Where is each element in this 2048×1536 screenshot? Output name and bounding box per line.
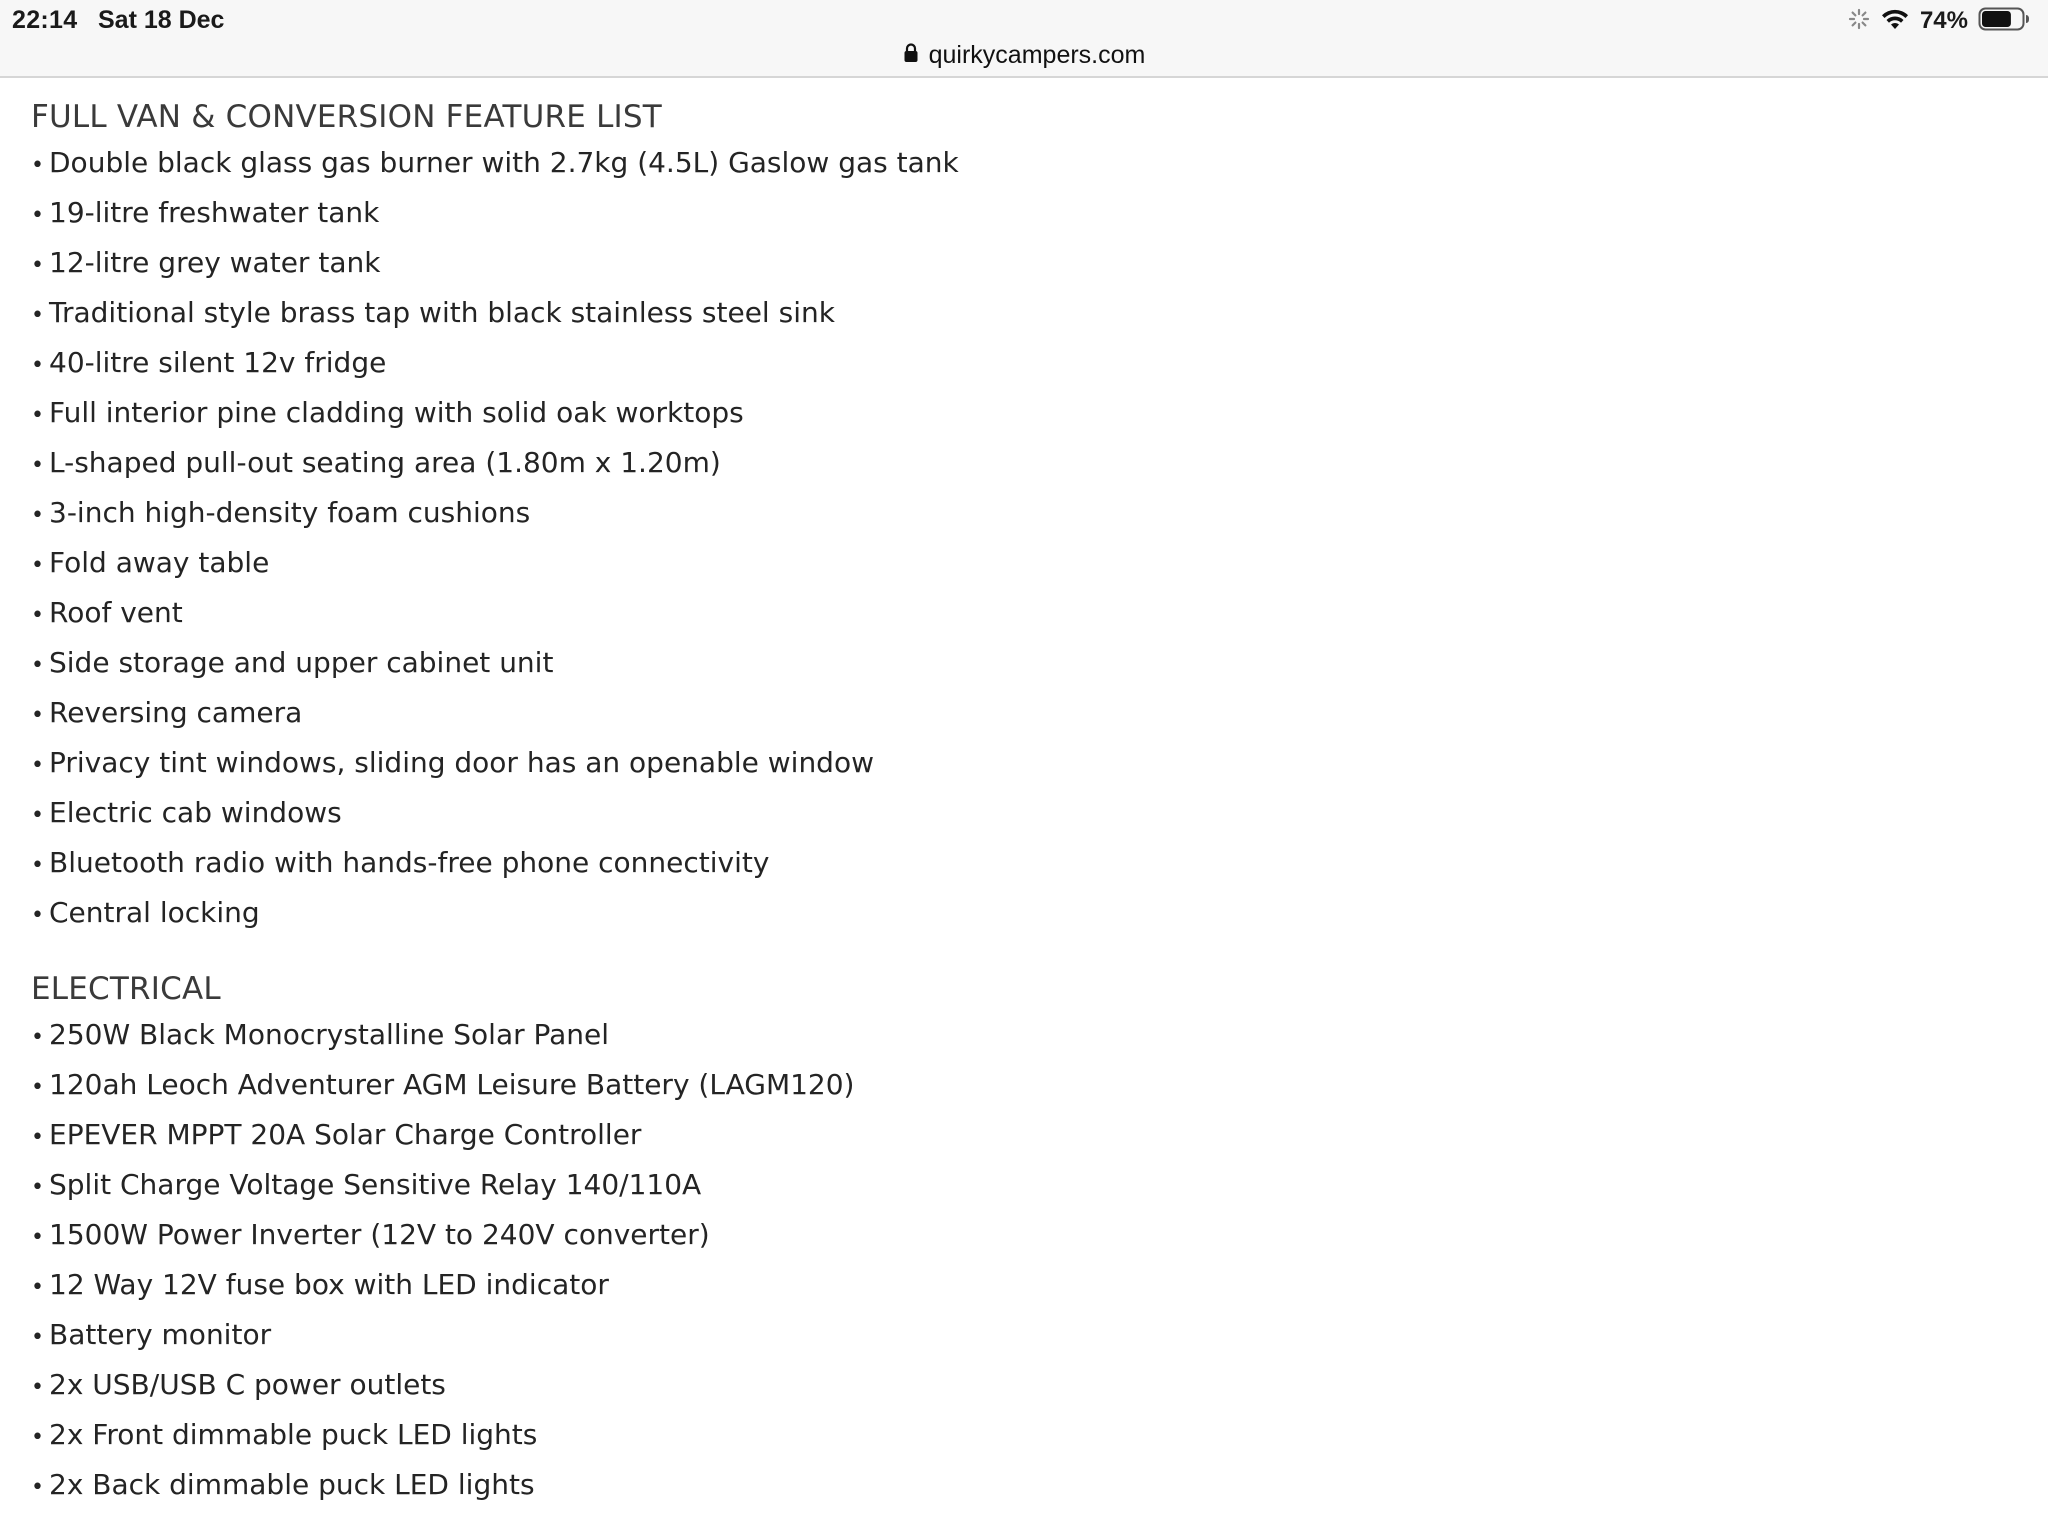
page-content bbox=[31, 96, 2021, 1510]
bullet: • bbox=[31, 903, 44, 928]
section-heading: ELECTRICAL bbox=[31, 971, 221, 1007]
bullet: • bbox=[31, 1325, 44, 1350]
list-item bbox=[31, 288, 2021, 338]
bullet: • bbox=[31, 1425, 44, 1450]
bullet: • bbox=[31, 503, 44, 528]
feature-section bbox=[31, 96, 2021, 938]
list-item-text: 12-litre grey water tank bbox=[49, 246, 381, 279]
list-item bbox=[31, 688, 2021, 738]
bullet: • bbox=[31, 353, 44, 378]
list-item-text: Full interior pine cladding with solid oak worktops bbox=[49, 396, 744, 429]
list-item bbox=[31, 838, 2021, 888]
feature-list bbox=[31, 138, 2021, 938]
list-item bbox=[31, 1410, 2021, 1460]
battery-icon bbox=[1978, 6, 2030, 37]
list-item-text: L-shaped pull-out seating area (1.80m x 1.20m) bbox=[49, 446, 721, 479]
list-item bbox=[31, 538, 2021, 588]
list-item-text: 250W Black Monocrystalline Solar Panel bbox=[49, 1018, 610, 1051]
list-item-text: Roof vent bbox=[49, 596, 183, 629]
bullet: • bbox=[31, 803, 44, 828]
bullet: • bbox=[31, 653, 44, 678]
bullet: • bbox=[31, 603, 44, 628]
list-item bbox=[31, 238, 2021, 288]
bullet: • bbox=[31, 1475, 44, 1500]
list-item-text: 1500W Power Inverter (12V to 240V converter) bbox=[49, 1218, 710, 1251]
list-item bbox=[31, 1110, 2021, 1160]
list-item-text: Traditional style brass tap with black stainless steel sink bbox=[49, 296, 835, 329]
status-indicators bbox=[1848, 6, 2030, 36]
list-item-text: Central locking bbox=[49, 896, 260, 929]
list-item bbox=[31, 1360, 2021, 1410]
list-item-text: 19-litre freshwater tank bbox=[49, 196, 380, 229]
bullet: • bbox=[31, 1225, 44, 1250]
list-item bbox=[31, 438, 2021, 488]
status-time: 22:14 bbox=[12, 6, 78, 34]
battery-percent: 74% bbox=[1919, 7, 1968, 34]
list-item bbox=[31, 338, 2021, 388]
address-bar[interactable] bbox=[0, 38, 2048, 72]
electrical-list bbox=[31, 1010, 2021, 1510]
list-item bbox=[31, 1160, 2021, 1210]
list-item bbox=[31, 1010, 2021, 1060]
list-item bbox=[31, 638, 2021, 688]
list-item bbox=[31, 738, 2021, 788]
wifi-icon bbox=[1880, 7, 1910, 36]
list-item-text: Privacy tint windows, sliding door has an openable window bbox=[49, 746, 874, 779]
list-item-text: Fold away table bbox=[49, 546, 270, 579]
list-item-text: 2x Front dimmable puck LED lights bbox=[49, 1418, 538, 1451]
list-item-text: Reversing camera bbox=[49, 696, 303, 729]
list-item-text: Side storage and upper cabinet unit bbox=[49, 646, 554, 679]
bullet: • bbox=[31, 1125, 44, 1150]
bullet: • bbox=[31, 853, 44, 878]
list-item bbox=[31, 1260, 2021, 1310]
list-item-text: 40-litre silent 12v fridge bbox=[49, 346, 387, 379]
section-heading: FULL VAN & CONVERSION FEATURE LIST bbox=[31, 99, 662, 135]
bullet: • bbox=[31, 1175, 44, 1200]
list-item bbox=[31, 888, 2021, 938]
list-item-text: Split Charge Voltage Sensitive Relay 140/110A bbox=[49, 1168, 702, 1201]
list-item-text: 2x USB/USB C power outlets bbox=[49, 1368, 446, 1401]
status-date: Sat 18 Dec bbox=[98, 6, 225, 34]
bullet: • bbox=[31, 1275, 44, 1300]
bullet: • bbox=[31, 153, 44, 178]
bullet: • bbox=[31, 1375, 44, 1400]
bullet: • bbox=[31, 553, 44, 578]
list-item-text: 120ah Leoch Adventurer AGM Leisure Battery (LAGM120) bbox=[49, 1068, 855, 1101]
bullet: • bbox=[31, 303, 44, 328]
list-item-text: 12 Way 12V fuse box with LED indicator bbox=[49, 1268, 609, 1301]
activity-spinner-icon bbox=[1848, 8, 1870, 35]
bullet: • bbox=[31, 403, 44, 428]
list-item bbox=[31, 788, 2021, 838]
bullet: • bbox=[31, 1075, 44, 1100]
list-item bbox=[31, 138, 2021, 188]
list-item-text: Double black glass gas burner with 2.7kg (4.5L) Gaslow gas tank bbox=[49, 146, 959, 179]
list-item-text: Electric cab windows bbox=[49, 796, 342, 829]
section-spacer bbox=[31, 938, 2021, 968]
bullet: • bbox=[31, 753, 44, 778]
bullet: • bbox=[31, 453, 44, 478]
status-and-address-bar bbox=[0, 0, 2048, 78]
bullet: • bbox=[31, 253, 44, 278]
list-item-text: Battery monitor bbox=[49, 1318, 272, 1351]
bullet: • bbox=[31, 1025, 44, 1050]
bullet: • bbox=[31, 203, 44, 228]
list-item bbox=[31, 1060, 2021, 1110]
electrical-section bbox=[31, 968, 2021, 1510]
lock-icon bbox=[903, 43, 919, 68]
list-item bbox=[31, 388, 2021, 438]
list-item bbox=[31, 1310, 2021, 1360]
list-item bbox=[31, 588, 2021, 638]
list-item-text: Bluetooth radio with hands-free phone connectivity bbox=[49, 846, 770, 879]
list-item bbox=[31, 1210, 2021, 1260]
list-item-text: 2x Back dimmable puck LED lights bbox=[49, 1468, 535, 1501]
list-item bbox=[31, 488, 2021, 538]
list-item bbox=[31, 1460, 2021, 1510]
list-item-text: EPEVER MPPT 20A Solar Charge Controller bbox=[49, 1118, 642, 1151]
list-item bbox=[31, 188, 2021, 238]
url-text: quirkycampers.com bbox=[928, 40, 1146, 69]
bullet: • bbox=[31, 703, 44, 728]
list-item-text: 3-inch high-density foam cushions bbox=[49, 496, 531, 529]
